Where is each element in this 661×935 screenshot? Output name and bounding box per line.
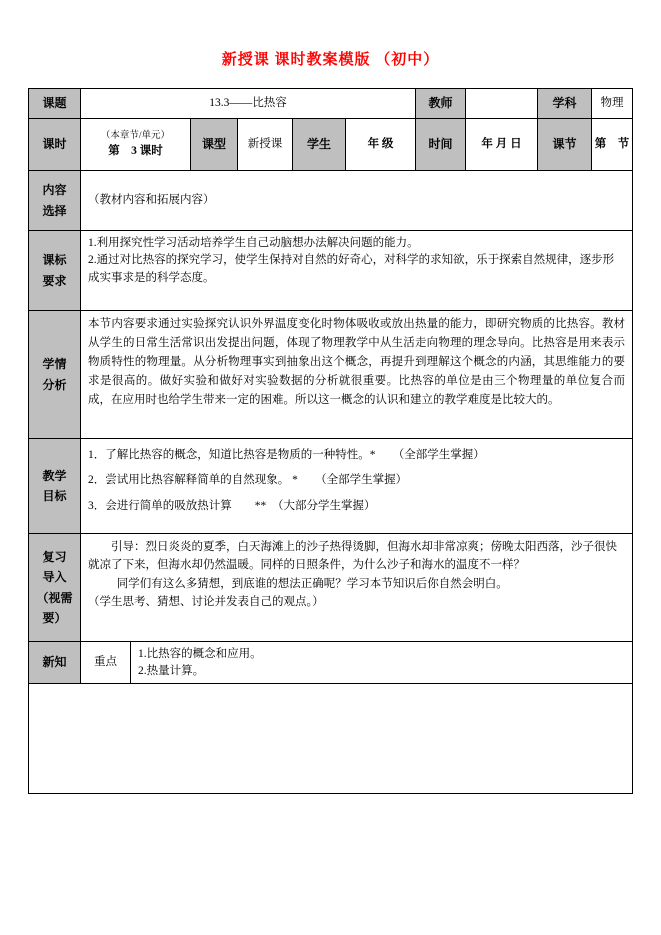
lesson-type-label-cell: 课型 bbox=[191, 119, 238, 171]
new-knowledge-label-cell: 新知 bbox=[29, 642, 81, 684]
teacher-value-cell bbox=[466, 89, 538, 119]
curriculum-label-cell bbox=[29, 231, 81, 311]
curriculum-item: 1.利用探究性学习活动培养学生自己动脑想办法解决问题的能力。 bbox=[88, 237, 419, 249]
new-knowledge-item: 1.比热容的概念和应用。 bbox=[138, 648, 262, 660]
content-selection-label-cell bbox=[29, 171, 81, 231]
review-label-line3: （视需 bbox=[36, 590, 73, 605]
objectives-value-cell bbox=[81, 439, 633, 534]
curriculum-item: 2.通过对比热容的探究学习，使学生保持对自然的好奇心，对科学的求知欲，乐于探索自然规律，逐步形成实事求是的科学态度。 bbox=[88, 254, 615, 284]
period-label-cell: 课时 bbox=[29, 119, 81, 171]
review-value-cell bbox=[81, 534, 633, 642]
review-label-line4: 要） bbox=[42, 610, 67, 625]
new-knowledge-value-cell bbox=[131, 642, 633, 684]
row-new-knowledge bbox=[29, 642, 633, 684]
lesson-type-value-cell: 新授课 bbox=[238, 119, 293, 171]
session-label-cell: 课节 bbox=[538, 119, 592, 171]
topic-value-cell: 13.3——比热容 bbox=[81, 89, 416, 119]
objective-item: 2．尝试用比热容解释简单的自然现象。 * （全部学生掌握） bbox=[88, 474, 408, 487]
content-selection-value-cell bbox=[81, 171, 633, 231]
review-label-line1: 复习 bbox=[42, 549, 67, 564]
objectives-label-line2: 目标 bbox=[42, 489, 67, 503]
curriculum-value-cell bbox=[81, 231, 633, 311]
objective-item: 3．会进行简单的吸放热计算 ** （大部分学生掌握） bbox=[88, 499, 376, 512]
analysis-value-cell: 本节内容要求通过实验探究认识外界温度变化时物体吸收或放出热量的能力，即研究物质的比热容。教材从学生的日常生活常识出发提出问题，体现了物理教学中从生活走向物理的理念导向。比热容是用来表示物质特性的物理量。从分析物理事实到抽象出这个概念，再提升到理解这个概念的内涵，其思维能力的要求是很高的。做好实验和做好对实验数据的分析就很重要。比热容的单位是由三个物理量的单位复合而成，在应用时也给学生带来一定的困难。所以这一概念的认识和建立的教学难度是比较大的。 bbox=[81, 311, 633, 439]
focus-label-cell: 重点 bbox=[81, 642, 131, 684]
period-note: （本章节/单元） bbox=[100, 130, 171, 141]
content-selection-value: （教材内容和拓展内容） bbox=[88, 193, 215, 206]
review-paragraph: 引导：烈日炎炎的夏季，白天海滩上的沙子热得烫脚，但海水却非常凉爽；傍晚太阳西落，沙子很快就凉了下来，但海水却仍然温暖。同样的日照条件，为什么沙子和海水的温度不一样？ bbox=[88, 541, 617, 572]
empty-cell bbox=[29, 684, 633, 794]
time-value-cell: 年 月 日 bbox=[466, 119, 538, 171]
content-selection-label-line2: 选择 bbox=[42, 203, 67, 218]
analysis-label-line1: 学情 bbox=[42, 357, 67, 372]
review-paragraph: 同学们有这么多猜想，到底谁的想法正确呢？学习本节知识后你自然会明白。 bbox=[116, 577, 508, 590]
curriculum-label-line1: 课标 bbox=[42, 253, 67, 268]
row-objectives bbox=[29, 439, 633, 534]
content-selection-label-line1: 内容 bbox=[42, 183, 67, 198]
session-value-cell: 第 节 bbox=[592, 119, 633, 171]
objectives-label-cell bbox=[29, 439, 81, 534]
row-curriculum bbox=[29, 231, 633, 311]
review-paragraph: （学生思考、猜想、讨论并发表自己的观点。） bbox=[88, 596, 324, 609]
teacher-label-cell: 教师 bbox=[416, 89, 466, 119]
student-label-cell: 学生 bbox=[293, 119, 346, 171]
row-content-selection bbox=[29, 171, 633, 231]
period-value-cell bbox=[81, 119, 191, 171]
subject-label-cell: 学科 bbox=[538, 89, 592, 119]
objectives-label-line1: 教学 bbox=[42, 468, 67, 483]
lesson-plan-table bbox=[28, 88, 633, 794]
analysis-label-line2: 分析 bbox=[42, 377, 67, 392]
row-review-intro bbox=[29, 534, 633, 642]
row-topic bbox=[29, 89, 633, 119]
review-label-cell bbox=[29, 534, 81, 642]
document-title: 新授课 课时教案模版 （初中） bbox=[221, 52, 440, 68]
period-value: 第 3 课时 bbox=[108, 145, 163, 157]
row-analysis bbox=[29, 311, 633, 439]
objective-item: 1．了解比热容的概念，知道比热容是物质的一种特性。* （全部学生掌握） bbox=[88, 449, 485, 461]
analysis-label-cell bbox=[29, 311, 81, 439]
row-empty bbox=[29, 684, 633, 794]
time-label-cell: 时间 bbox=[416, 119, 466, 171]
student-value-cell: 年 级 bbox=[346, 119, 416, 171]
topic-label-cell: 课题 bbox=[29, 89, 81, 119]
new-knowledge-item: 2.热量计算。 bbox=[138, 665, 205, 678]
row-info bbox=[29, 119, 633, 171]
review-label-line2: 导入 bbox=[42, 570, 67, 585]
subject-value-cell: 物理 bbox=[592, 89, 633, 119]
curriculum-label-line2: 要求 bbox=[42, 273, 67, 288]
